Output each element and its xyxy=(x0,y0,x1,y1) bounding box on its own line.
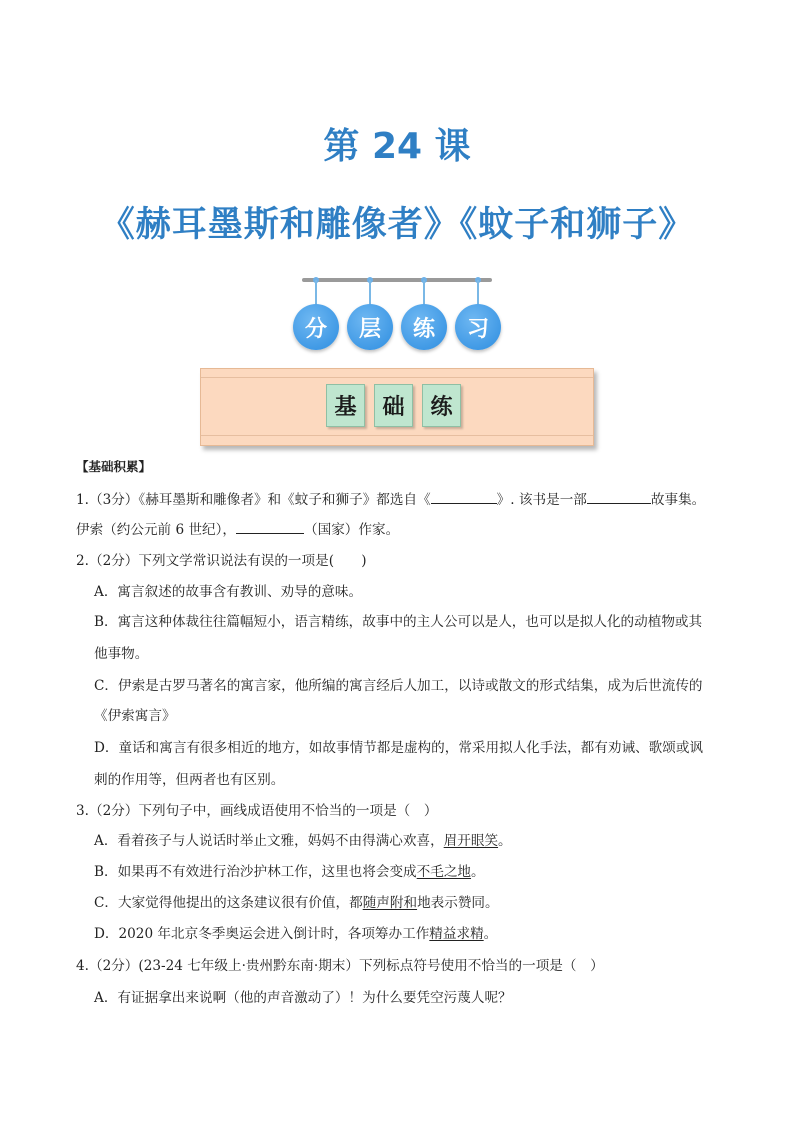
underlined-idiom: 精益求精 xyxy=(429,926,484,942)
q1-text-c: 故事集。 xyxy=(650,492,706,508)
q2-option-d: D．童话和寓言有很多相近的地方，如故事情节都是虚构的，常采用拟人化手法，都有劝诫、歌颂或讽 xyxy=(94,740,704,756)
q3-a-end: 。 xyxy=(498,833,512,849)
q3-option-d xyxy=(94,926,497,942)
underlined-idiom: 随声附和 xyxy=(362,895,418,911)
q2-option-c-cont: 《伊索寓言》 xyxy=(94,708,176,724)
q1-text-b: 》. 该书是一部 xyxy=(496,492,587,508)
q3-b-end: 。 xyxy=(471,864,485,880)
q3-option-c xyxy=(94,895,499,911)
circle-char: 习 xyxy=(455,304,501,350)
banner-tile: 练 xyxy=(422,384,461,427)
q1-text-a: 1.（3分）《赫耳墨斯和雕像者》和《蚊子和狮子》都选自《 xyxy=(76,492,431,508)
banner-stripe xyxy=(201,377,593,378)
q2-option-c: C．伊索是古罗马著名的寓言家，他所编的寓言经后人加工，以诗或散文的形式结集，成为后世流传的 xyxy=(94,678,703,694)
underlined-idiom: 眉开眼笑 xyxy=(443,833,499,849)
circle-char: 练 xyxy=(401,304,447,350)
q1-text-e: （国家）作家。 xyxy=(304,522,400,538)
q3-d-text: D．2020 年北京冬季奥运会进入倒计时，各项筹办工作 xyxy=(94,926,430,942)
q3-c-text: C．大家觉得他提出的这条建议很有价值，都 xyxy=(94,895,363,911)
hanging-string xyxy=(369,280,371,306)
circle-char: 分 xyxy=(293,304,339,350)
q3-c-end: 地表示赞同。 xyxy=(417,895,499,911)
hanging-bar xyxy=(302,278,492,282)
q3-option-a xyxy=(94,833,512,849)
lesson-title: 第 24 课 xyxy=(323,126,471,167)
question-3-stem: 3.（2分）下列句子中，画线成语使用不恰当的一项是（ ） xyxy=(76,803,438,819)
q2-option-a: A．寓言叙述的故事含有教训、劝导的意味。 xyxy=(94,584,363,600)
q2-option-b: B．寓言这种体裁往往篇幅短小，语言精练，故事中的主人公可以是人，也可以是拟人化的动植物或其 xyxy=(94,614,703,630)
question-1-line-1 xyxy=(76,491,705,508)
q3-b-text: B．如果再不有效进行治沙护林工作，这里也将会变成 xyxy=(94,864,417,880)
q3-option-b xyxy=(94,864,485,880)
section-tag: 【基础积累】 xyxy=(76,459,152,474)
q4-option-a: A．有证据拿出来说啊（他的声音激动了）！为什么要凭空污蔑人呢？ xyxy=(94,990,512,1006)
underlined-idiom: 不毛之地 xyxy=(416,864,472,880)
q3-d-end: 。 xyxy=(483,926,498,942)
answer-blank[interactable] xyxy=(431,491,497,504)
hanging-string xyxy=(477,280,479,306)
hanging-string xyxy=(423,280,425,306)
hanging-string xyxy=(315,280,317,306)
question-2-stem: 2.（2分）下列文学常识说法有误的一项是( ) xyxy=(76,553,367,569)
q3-a-text: A．看着孩子与人说话时举止文雅，妈妈不由得满心欢喜， xyxy=(94,833,444,849)
banner-tile: 基 xyxy=(326,384,365,427)
q1-text-d: 伊索（约公元前 6 世纪）， xyxy=(76,522,237,538)
banner-tile: 础 xyxy=(374,384,413,427)
q2-option-b-cont: 他事物。 xyxy=(94,646,149,662)
q2-option-d-cont: 刺的作用等，但两者也有区别。 xyxy=(94,772,285,788)
answer-blank[interactable] xyxy=(236,521,304,534)
question-1-line-2 xyxy=(76,521,399,538)
answer-blank[interactable] xyxy=(587,491,651,504)
question-4-stem: 4.（2分）(23-24 七年级上·贵州黔东南·期末）下列标点符号使用不恰当的一项是（ ） xyxy=(76,958,604,974)
banner-stripe xyxy=(201,435,593,436)
lesson-subtitle: 《赫耳墨斯和雕像者》《蚊子和狮子》 xyxy=(99,205,695,245)
circle-char: 层 xyxy=(347,304,393,350)
